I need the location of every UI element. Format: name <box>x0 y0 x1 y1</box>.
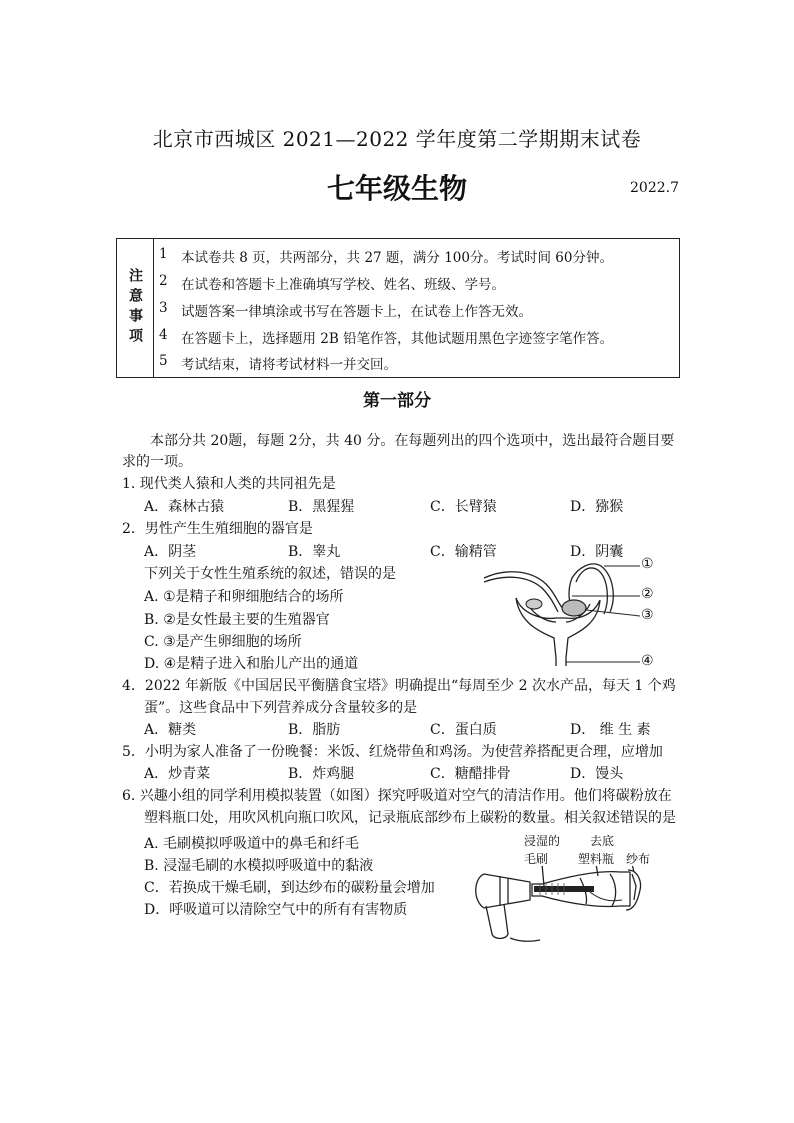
q4-option-b[interactable]: B．脂肪 <box>288 722 341 738</box>
q6-option-b[interactable]: B. 浸湿毛刷的水模拟呼吸道中的黏液 <box>144 858 374 874</box>
subject-title: 七年级生物 <box>326 172 467 205</box>
figure-label-gauze: 纱布 <box>626 852 651 866</box>
notice-num: 1 <box>159 246 168 262</box>
notice-box <box>116 238 680 378</box>
question-1-stem: 1. 现代类人猿和人类的共同祖先是 <box>122 476 336 492</box>
section-title: 第一部分 <box>363 391 431 411</box>
question-3-stem: 下列关于女性生殖系统的叙述，错误的是 <box>144 566 396 582</box>
q6-option-a[interactable]: A. 毛刷模拟呼吸道中的鼻毛和纤毛 <box>144 836 360 852</box>
question-6-stem: 6. 兴趣小组的同学利用模拟装置（如图）探究呼吸道对空气的清洁作用。他们将碳粉放在 <box>122 788 672 804</box>
figure-label-3: ③ <box>641 607 654 623</box>
question-2-stem: 2．男性产生生殖细胞的器官是 <box>122 521 313 537</box>
question-5-stem: 5．小明为家人准备了一份晚餐：米饭、红烧带鱼和鸡汤。为使营养搭配更合理，应增加 <box>122 744 663 760</box>
figure-label-wet-brush: 浸湿的 <box>524 834 561 848</box>
q3-option-b[interactable]: B. ②是女性最主要的生殖器官 <box>144 612 330 628</box>
q1-option-c[interactable]: C．长臂猿 <box>430 499 497 515</box>
notice-text: 在答题卡上，选择题用 2B 铅笔作答，其他试题用黑色字迹签字笔作答。 <box>181 331 614 347</box>
notice-num: 3 <box>159 300 168 316</box>
respiratory-model-figure <box>470 866 660 946</box>
notice-text: 试题答案一律填涂或书写在答题卡上，在试卷上作答无效。 <box>181 304 532 320</box>
figure-label-bottle: 去底 <box>590 834 615 848</box>
q4-option-c[interactable]: C．蛋白质 <box>430 722 497 738</box>
notice-text: 考试结束，请将考试材料一并交回。 <box>181 357 397 373</box>
notice-num: 2 <box>159 273 168 289</box>
section-intro: 本部分共 20题，每题 2分，共 40 分。在每题列出的四个选项中，选出最符合题目要 <box>150 433 675 449</box>
notice-text: 在试卷和答题卡上准确填写学校、姓名、班级、学号。 <box>181 277 505 293</box>
question-6-stem: 塑料瓶口处，用吹风机向瓶口吹风，记录瓶底部纱布上碳粉的数量。相关叙述错误的是 <box>144 810 676 826</box>
q5-option-a[interactable]: A．炒青菜 <box>144 766 211 782</box>
q3-option-d[interactable]: D. ④是精子进入和胎儿产出的通道 <box>144 656 359 672</box>
q2-option-d[interactable]: D．阴囊 <box>570 544 624 560</box>
section-intro: 求的一项。 <box>122 454 192 470</box>
q6-option-c[interactable]: C．若换成干燥毛刷，到达纱布的碳粉量会增加 <box>144 880 435 896</box>
notice-label-text: 注意事项 <box>127 268 143 348</box>
notice-label <box>117 239 154 377</box>
figure-label-bottle: 塑料瓶 <box>578 852 615 866</box>
question-4-stem: 蛋”。这些食品中下列营养成分含量较多的是 <box>144 700 418 716</box>
q5-option-c[interactable]: C．糖醋排骨 <box>430 766 511 782</box>
q2-option-a[interactable]: A．阴茎 <box>144 544 197 560</box>
q2-option-c[interactable]: C．输精管 <box>430 544 497 560</box>
exam-date: 2022.7 <box>630 180 679 196</box>
notice-list <box>153 239 679 377</box>
question-4-stem: 4．2022 年新版《中国居民平衡膳食宝塔》明确提出“每周至少 2 次水产品，每天 1 个鸡 <box>122 678 676 694</box>
notice-num: 4 <box>159 327 168 343</box>
figure-label-2: ② <box>641 586 654 602</box>
exam-title: 北京市西城区 2021—2022 学年度第二学期期末试卷 <box>152 127 642 151</box>
q2-option-b[interactable]: B．睾丸 <box>288 544 341 560</box>
female-reproductive-system-figure <box>476 556 662 672</box>
q1-option-b[interactable]: B．黑猩猩 <box>288 499 355 515</box>
notice-num: 5 <box>159 353 168 369</box>
q5-option-d[interactable]: D．馒头 <box>570 766 624 782</box>
q4-option-a[interactable]: A．糖类 <box>144 722 197 738</box>
notice-text: 本试卷共 8 页，共两部分，共 27 题，满分 100分。考试时间 60分钟。 <box>181 250 613 266</box>
q3-option-a[interactable]: A. ①是精子和卵细胞结合的场所 <box>144 589 344 605</box>
q4-option-d[interactable]: D． 维 生 素 <box>570 722 651 738</box>
q5-option-b[interactable]: B．炸鸡腿 <box>288 766 355 782</box>
figure-label-1: ① <box>641 556 654 572</box>
figure-label-4: ④ <box>641 653 654 669</box>
q1-option-a[interactable]: A．森林古猿 <box>144 499 225 515</box>
figure-label-wet-brush: 毛刷 <box>524 852 549 866</box>
q1-option-d[interactable]: D．猕猴 <box>570 499 624 515</box>
q6-option-d[interactable]: D．呼吸道可以清除空气中的所有有害物质 <box>144 902 408 918</box>
q3-option-c[interactable]: C. ③是产生卵细胞的场所 <box>144 634 302 650</box>
